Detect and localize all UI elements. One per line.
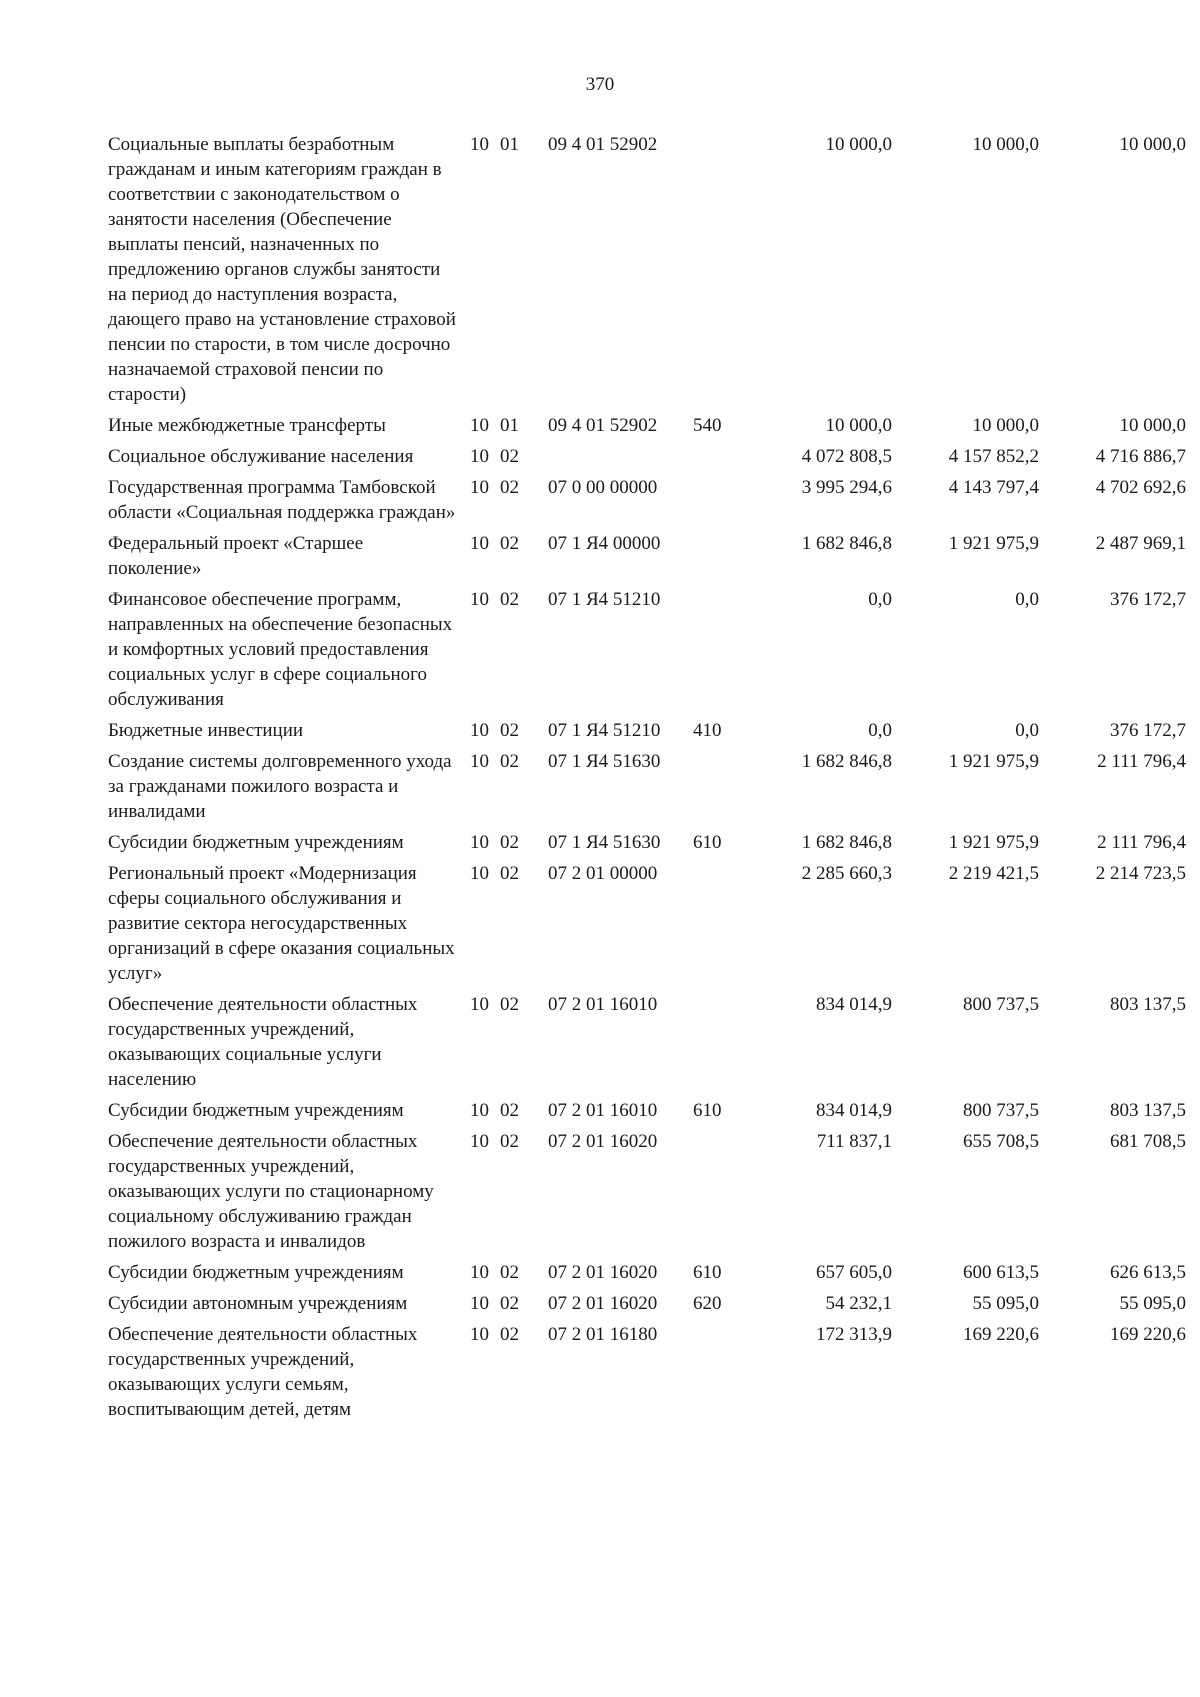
section-code: 10	[470, 994, 489, 1015]
row-name: Создание системы долговременного ухода за гражданами пожилого возраста и инвалидами	[108, 751, 452, 822]
target-article-code	[548, 444, 693, 475]
section-code: 10	[470, 863, 489, 884]
row-name: Субсидии бюджетным учреждениям	[108, 832, 404, 853]
amount-year-2: 800 737,5	[963, 1100, 1039, 1121]
section-code: 10	[470, 1293, 489, 1314]
amount-year-2: 655 708,5	[963, 1131, 1039, 1152]
amount-year-3: 10 000,0	[1119, 415, 1186, 436]
table-row	[108, 992, 1186, 1098]
subsection-code: 02	[500, 994, 519, 1015]
amount-year-3: 803 137,5	[1110, 994, 1186, 1015]
table-row	[108, 531, 1186, 587]
expense-type-code	[693, 587, 745, 718]
amount-year-1: 834 014,9	[816, 1100, 892, 1121]
target-article-code: 07 2 01 16020	[548, 1293, 658, 1314]
row-name: Социальное обслуживание населения	[108, 446, 414, 467]
section-code: 10	[470, 1324, 489, 1345]
amount-year-1: 1 682 846,8	[801, 832, 892, 853]
target-article-code: 09 4 01 52902	[548, 134, 658, 155]
amount-year-2: 1 921 975,9	[948, 533, 1039, 554]
subsection-code: 01	[500, 415, 519, 436]
target-article-code: 09 4 01 52902	[548, 415, 658, 436]
subsection-code: 02	[500, 477, 519, 498]
subsection-code: 02	[500, 1100, 519, 1121]
amount-year-2: 1 921 975,9	[948, 832, 1039, 853]
amount-year-2: 10 000,0	[972, 415, 1039, 436]
amount-year-3: 2 111 796,4	[1097, 832, 1186, 853]
row-name: Субсидии бюджетным учреждениям	[108, 1100, 404, 1121]
section-code: 10	[470, 1262, 489, 1283]
amount-year-3: 626 613,5	[1110, 1262, 1186, 1283]
target-article-code: 07 0 00 00000	[548, 477, 658, 498]
table-row	[108, 861, 1186, 992]
target-article-code: 07 2 01 16020	[548, 1262, 658, 1283]
table-row	[108, 1291, 1186, 1322]
expense-type-code: 620	[693, 1293, 722, 1314]
amount-year-3: 2 487 969,1	[1095, 533, 1186, 554]
target-article-code: 07 2 01 00000	[548, 863, 658, 884]
amount-year-1: 172 313,9	[816, 1324, 892, 1345]
subsection-code: 02	[500, 863, 519, 884]
expense-type-code	[693, 444, 745, 475]
amount-year-3: 2 111 796,4	[1097, 751, 1186, 772]
section-code: 10	[470, 415, 489, 436]
amount-year-3: 803 137,5	[1110, 1100, 1186, 1121]
table-row	[108, 1322, 1186, 1428]
amount-year-1: 711 837,1	[816, 1131, 892, 1152]
amount-year-2: 4 143 797,4	[948, 477, 1039, 498]
subsection-code: 02	[500, 832, 519, 853]
subsection-code: 02	[500, 1262, 519, 1283]
target-article-code: 07 2 01 16020	[548, 1131, 658, 1152]
table-row	[108, 718, 1186, 749]
amount-year-1: 834 014,9	[816, 994, 892, 1015]
row-name: Обеспечение деятельности областных государственных учреждений, оказывающих услуги по стационарному социальному обслуживанию граждан пожилого возраста и инвалидов	[108, 1131, 434, 1252]
subsection-code: 02	[500, 533, 519, 554]
amount-year-2: 0,0	[1015, 720, 1039, 741]
table-row	[108, 1098, 1186, 1129]
budget-table	[108, 132, 1186, 1428]
row-name: Государственная программа Тамбовской области «Социальная поддержка граждан»	[108, 477, 456, 523]
expense-type-code	[693, 1129, 745, 1260]
expense-type-code	[693, 861, 745, 992]
row-name: Обеспечение деятельности областных государственных учреждений, оказывающих услуги семьям, воспитывающим детей, детям	[108, 1324, 418, 1420]
amount-year-1: 10 000,0	[825, 134, 892, 155]
table-row	[108, 444, 1186, 475]
section-code: 10	[470, 446, 489, 467]
amount-year-1: 54 232,1	[825, 1293, 892, 1314]
table-row	[108, 1129, 1186, 1260]
expense-type-code	[693, 749, 745, 830]
target-article-code: 07 1 Я4 51630	[548, 832, 661, 853]
amount-year-1: 1 682 846,8	[801, 533, 892, 554]
subsection-code: 02	[500, 751, 519, 772]
amount-year-1: 657 605,0	[816, 1262, 892, 1283]
amount-year-2: 800 737,5	[963, 994, 1039, 1015]
subsection-code: 02	[500, 1324, 519, 1345]
table-row	[108, 132, 1186, 413]
row-name: Финансовое обеспечение программ, направленных на обеспечение безопасных и комфортных условий предоставления социальных услуг в сфере социального обслуживания	[108, 589, 453, 710]
amount-year-1: 2 285 660,3	[801, 863, 892, 884]
row-name: Бюджетные инвестиции	[108, 720, 304, 741]
section-code: 10	[470, 589, 489, 610]
section-code: 10	[470, 720, 489, 741]
expense-type-code: 610	[693, 1100, 722, 1121]
target-article-code: 07 1 Я4 51210	[548, 589, 661, 610]
target-article-code: 07 2 01 16010	[548, 994, 658, 1015]
table-row	[108, 587, 1186, 718]
target-article-code: 07 1 Я4 00000	[548, 533, 661, 554]
expense-type-code: 540	[693, 415, 722, 436]
expense-type-code	[693, 531, 745, 587]
page-number: 370	[585, 74, 615, 95]
table-row	[108, 475, 1186, 531]
section-code: 10	[470, 751, 489, 772]
budget-rows	[108, 132, 1186, 1428]
amount-year-3: 169 220,6	[1110, 1324, 1186, 1345]
section-code: 10	[470, 1131, 489, 1152]
expense-type-code	[693, 132, 745, 413]
section-code: 10	[470, 1100, 489, 1121]
row-name: Социальные выплаты безработным гражданам и иным категориям граждан в соответствии с законодательством о занятости населения (Обеспечение выплаты пенсий, назначенных по предложению органов службы занятости на период до наступления возраста, дающего право на установление страховой пенсии по старости, в том числе досрочно назначаемой страховой пенсии по старости)	[108, 134, 456, 405]
amount-year-2: 4 157 852,2	[948, 446, 1039, 467]
row-name: Федеральный проект «Старшее поколение»	[108, 533, 364, 579]
amount-year-2: 0,0	[1015, 589, 1039, 610]
target-article-code: 07 2 01 16180	[548, 1324, 658, 1345]
amount-year-3: 376 172,7	[1110, 589, 1186, 610]
target-article-code: 07 1 Я4 51210	[548, 720, 661, 741]
amount-year-3: 376 172,7	[1110, 720, 1186, 741]
amount-year-2: 2 219 421,5	[948, 863, 1039, 884]
amount-year-1: 3 995 294,6	[801, 477, 892, 498]
amount-year-1: 0,0	[868, 589, 892, 610]
expense-type-code: 610	[693, 832, 722, 853]
subsection-code: 02	[500, 1293, 519, 1314]
subsection-code: 02	[500, 1131, 519, 1152]
amount-year-2: 169 220,6	[963, 1324, 1039, 1345]
expense-type-code: 610	[693, 1262, 722, 1283]
amount-year-3: 4 702 692,6	[1095, 477, 1186, 498]
amount-year-3: 2 214 723,5	[1095, 863, 1186, 884]
amount-year-2: 1 921 975,9	[948, 751, 1039, 772]
section-code: 10	[470, 533, 489, 554]
subsection-code: 02	[500, 589, 519, 610]
row-name: Иные межбюджетные трансферты	[108, 415, 386, 436]
amount-year-3: 10 000,0	[1119, 134, 1186, 155]
table-row	[108, 413, 1186, 444]
expense-type-code	[693, 992, 745, 1098]
amount-year-1: 1 682 846,8	[801, 751, 892, 772]
table-row	[108, 749, 1186, 830]
amount-year-2: 10 000,0	[972, 134, 1039, 155]
expense-type-code	[693, 475, 745, 531]
row-name: Субсидии бюджетным учреждениям	[108, 1262, 404, 1283]
amount-year-3: 55 095,0	[1119, 1293, 1186, 1314]
amount-year-1: 10 000,0	[825, 415, 892, 436]
subsection-code: 01	[500, 134, 519, 155]
amount-year-2: 600 613,5	[963, 1262, 1039, 1283]
amount-year-2: 55 095,0	[972, 1293, 1039, 1314]
amount-year-1: 4 072 808,5	[801, 446, 892, 467]
amount-year-3: 681 708,5	[1110, 1131, 1186, 1152]
expense-type-code: 410	[693, 720, 722, 741]
table-row	[108, 1260, 1186, 1291]
subsection-code: 02	[500, 446, 519, 467]
target-article-code: 07 2 01 16010	[548, 1100, 658, 1121]
table-row	[108, 830, 1186, 861]
row-name: Субсидии автономным учреждениям	[108, 1293, 408, 1314]
amount-year-3: 4 716 886,7	[1095, 446, 1186, 467]
row-name: Обеспечение деятельности областных государственных учреждений, оказывающих социальные услуги населению	[108, 994, 418, 1090]
subsection-code: 02	[500, 720, 519, 741]
expense-type-code	[693, 1322, 745, 1428]
amount-year-1: 0,0	[868, 720, 892, 741]
target-article-code: 07 1 Я4 51630	[548, 751, 661, 772]
section-code: 10	[470, 477, 489, 498]
section-code: 10	[470, 134, 489, 155]
section-code: 10	[470, 832, 489, 853]
row-name: Региональный проект «Модернизация сферы социального обслуживания и развитие сектора негосударственных организаций в сфере оказания социальных услуг»	[108, 863, 455, 984]
